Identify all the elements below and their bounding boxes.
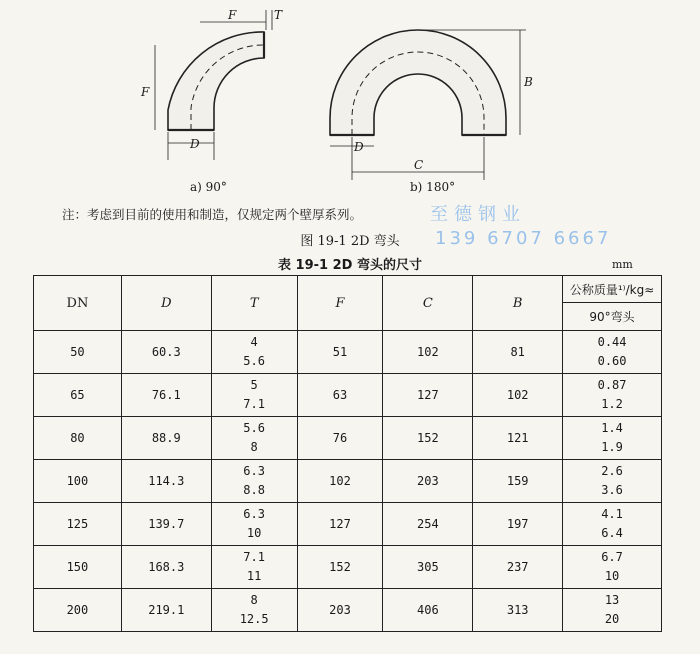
cell-mass-value: 3.6 xyxy=(601,483,623,497)
cell-t xyxy=(211,374,297,417)
header-b: B xyxy=(473,276,563,331)
cell-c: 127 xyxy=(383,374,473,417)
cell-mass-value: 1.4 xyxy=(601,421,623,435)
cell-mass xyxy=(563,589,662,632)
cell-b: 102 xyxy=(473,374,563,417)
cell-mass-value: 20 xyxy=(604,612,620,626)
cell-t xyxy=(211,589,297,632)
cell-mass-value: 1.2 xyxy=(601,397,623,411)
cell-mass xyxy=(563,374,662,417)
header-f: F xyxy=(297,276,383,331)
cell-mass-value: 0.44 xyxy=(597,335,627,349)
header-t: T xyxy=(211,276,297,331)
cell-f: 203 xyxy=(297,589,383,632)
cell-t xyxy=(211,417,297,460)
table-row xyxy=(34,460,662,503)
cell-mass-value: 6.4 xyxy=(601,526,623,540)
cell-mass-value: 10 xyxy=(604,569,620,583)
cell-c: 203 xyxy=(383,460,473,503)
table-body xyxy=(34,331,662,632)
cell-d: 139.7 xyxy=(121,503,211,546)
cell-b: 313 xyxy=(473,589,563,632)
note-text: 注：考虑到目前的使用和制造，仅规定两个壁厚系列。 xyxy=(62,207,363,222)
table-row xyxy=(34,503,662,546)
dim-d-b-label: D xyxy=(354,140,364,154)
dim-b-label: B xyxy=(524,75,533,89)
watermark-name: 至德钢业 xyxy=(430,204,526,225)
cell-dn: 200 xyxy=(34,589,122,632)
watermark-phone: 139 6707 6667 xyxy=(435,228,612,249)
cell-mass xyxy=(563,503,662,546)
cell-f: 152 xyxy=(297,546,383,589)
cell-d: 60.3 xyxy=(121,331,211,374)
cell-mass-value: 13 xyxy=(604,593,620,607)
cell-t-value: 6.3 xyxy=(243,507,265,521)
cell-t-value: 7.1 xyxy=(243,550,265,564)
cell-t-value: 8 xyxy=(250,593,258,607)
cell-t xyxy=(211,546,297,589)
cell-f: 51 xyxy=(297,331,383,374)
figure-title: 图 19-1 2D 弯头 xyxy=(300,234,400,249)
unit-label: mm xyxy=(612,258,633,271)
cell-t-value: 12.5 xyxy=(239,612,269,626)
cell-mass-value: 0.60 xyxy=(597,354,627,368)
cell-mass-value: 1.9 xyxy=(601,440,623,454)
cell-mass xyxy=(563,331,662,374)
cell-d: 114.3 xyxy=(121,460,211,503)
table-title: 表 19-1 2D 弯头的尺寸 xyxy=(278,258,422,273)
header-mass-sub: 90°弯头 xyxy=(563,303,662,331)
cell-f: 102 xyxy=(297,460,383,503)
cell-t xyxy=(211,460,297,503)
cell-mass xyxy=(563,417,662,460)
cell-t-value: 10 xyxy=(246,526,262,540)
cell-f: 127 xyxy=(297,503,383,546)
dimensions-table xyxy=(33,275,662,632)
cell-b: 81 xyxy=(473,331,563,374)
cell-f: 76 xyxy=(297,417,383,460)
cell-c: 254 xyxy=(383,503,473,546)
table-row xyxy=(34,589,662,632)
cell-dn: 125 xyxy=(34,503,122,546)
cell-c: 406 xyxy=(383,589,473,632)
cell-mass-value: 2.6 xyxy=(601,464,623,478)
header-dn: DN xyxy=(34,276,122,331)
table-row xyxy=(34,417,662,460)
cell-d: 168.3 xyxy=(121,546,211,589)
cell-t-value: 7.1 xyxy=(243,397,265,411)
cell-mass-value: 0.87 xyxy=(597,378,627,392)
cell-dn: 65 xyxy=(34,374,122,417)
cell-dn: 50 xyxy=(34,331,122,374)
cell-mass-value: 4.1 xyxy=(601,507,623,521)
cell-d: 219.1 xyxy=(121,589,211,632)
elbow-180-drawing xyxy=(330,30,526,180)
header-d: D xyxy=(121,276,211,331)
cell-t-value: 4 xyxy=(250,335,258,349)
dim-f-side-label: F xyxy=(141,85,150,99)
table-row xyxy=(34,374,662,417)
cell-t-value: 8.8 xyxy=(243,483,265,497)
cell-dn: 100 xyxy=(34,460,122,503)
cell-mass xyxy=(563,460,662,503)
elbow-drawings xyxy=(0,0,700,200)
cell-d: 88.9 xyxy=(121,417,211,460)
header-c: C xyxy=(383,276,473,331)
cell-t-value: 6.3 xyxy=(243,464,265,478)
cell-c: 305 xyxy=(383,546,473,589)
dim-d-a-label: D xyxy=(190,137,200,151)
cell-mass xyxy=(563,546,662,589)
table-row xyxy=(34,546,662,589)
dim-t-label: T xyxy=(274,8,283,22)
caption-180: b) 180° xyxy=(410,180,456,194)
cell-t-value: 5.6 xyxy=(243,421,265,435)
caption-90: a) 90° xyxy=(190,180,227,194)
cell-b: 197 xyxy=(473,503,563,546)
dim-c-label: C xyxy=(414,158,424,172)
cell-t-value: 8 xyxy=(250,440,258,454)
cell-t-value: 5 xyxy=(250,378,258,392)
cell-mass-value: 6.7 xyxy=(601,550,623,564)
cell-b: 237 xyxy=(473,546,563,589)
cell-t xyxy=(211,503,297,546)
cell-t xyxy=(211,331,297,374)
dim-f-top-label: F xyxy=(228,8,237,22)
elbow-90-drawing xyxy=(155,10,272,160)
cell-c: 152 xyxy=(383,417,473,460)
cell-dn: 150 xyxy=(34,546,122,589)
header-mass: 公称质量¹⁾/kg≈ xyxy=(563,276,662,303)
cell-b: 121 xyxy=(473,417,563,460)
cell-d: 76.1 xyxy=(121,374,211,417)
elbow-figure xyxy=(0,0,700,200)
cell-dn: 80 xyxy=(34,417,122,460)
cell-f: 63 xyxy=(297,374,383,417)
cell-t-value: 11 xyxy=(246,569,262,583)
cell-b: 159 xyxy=(473,460,563,503)
cell-t-value: 5.6 xyxy=(243,354,265,368)
cell-c: 102 xyxy=(383,331,473,374)
table-row xyxy=(34,331,662,374)
